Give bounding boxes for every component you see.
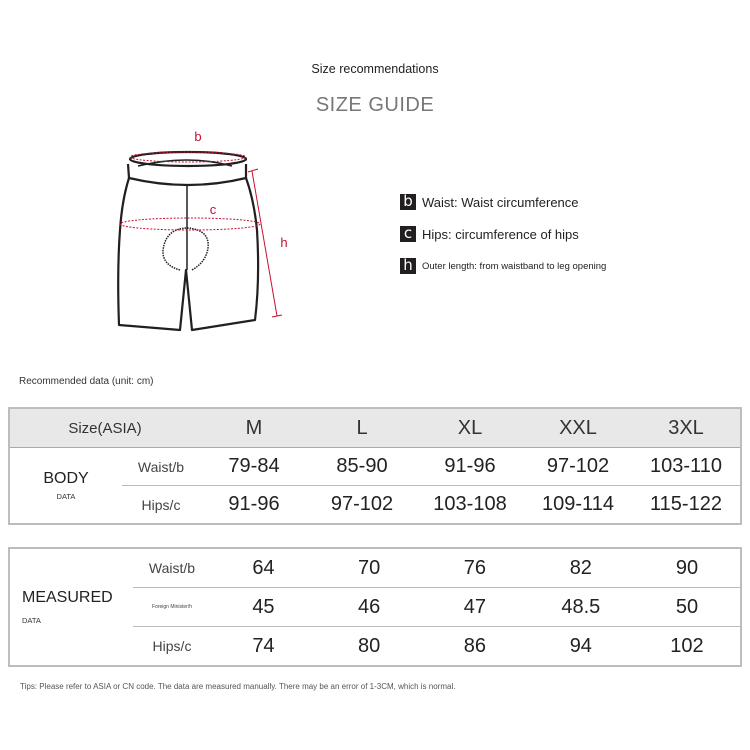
badge-b-icon: b [400, 194, 416, 210]
legend-text: Hips: circumference of hips [422, 226, 579, 242]
group-subtitle: DATA [22, 615, 41, 625]
table-cell: 76 [422, 548, 528, 588]
table-cell: 94 [569, 634, 592, 657]
table-cell: 86 [463, 634, 486, 657]
table-cell: 50 [634, 588, 741, 627]
table-cell: 74 [252, 634, 275, 657]
table-row [9, 548, 741, 588]
table-cell: 91-96 [228, 493, 280, 515]
chamois-pad-outline [163, 228, 208, 270]
row-label: Waist/b [122, 448, 200, 486]
size-header: 3XL [632, 408, 741, 448]
table-cell: 109-114 [542, 493, 614, 515]
legend-item-hips [400, 224, 606, 244]
page-subtitle: Size recommendations [311, 62, 439, 76]
row-label: Waist/b [133, 548, 210, 588]
table-cell: 103-108 [433, 493, 507, 515]
page-title: SIZE GUIDE [315, 94, 435, 116]
badge-h-icon: h [400, 258, 416, 274]
size-header: XL [416, 408, 524, 448]
legend-text: Outer length: from waistband to leg opening [422, 260, 607, 272]
table-cell: 115-122 [650, 493, 722, 515]
table-cell: 70 [316, 548, 422, 588]
table-cell: 46 [316, 588, 422, 627]
table-cell: 103-110 [632, 448, 741, 486]
shorts-diagram [100, 120, 320, 340]
table-cell: 85-90 [308, 448, 416, 486]
measurement-legend [400, 192, 606, 288]
body-size-table [8, 407, 742, 525]
table-cell: 48.5 [528, 588, 634, 627]
table-cell: 64 [211, 548, 317, 588]
group-title: BODY [43, 469, 89, 487]
recommended-data-label: Recommended data (unit: cm) [19, 376, 154, 387]
size-header-label: Size(ASIA) [9, 408, 200, 448]
table-cell: 79-84 [200, 448, 308, 486]
body-group-label [9, 448, 122, 525]
length-measure-line [252, 171, 277, 316]
table-cell: 47 [422, 588, 528, 627]
row-label: Hips/c [141, 496, 181, 513]
shorts-body-outline [118, 178, 258, 330]
group-title: MEASURED [22, 589, 113, 607]
legend-item-length [400, 256, 606, 276]
marker-b: b [194, 129, 202, 144]
table-cell: 90 [634, 548, 741, 588]
row-label: Hips/c [152, 638, 192, 654]
legend-item-waist [400, 192, 606, 212]
row-label: Foreign Minister/h [133, 588, 210, 627]
measured-group-label [9, 548, 133, 666]
measured-size-table [8, 547, 742, 667]
waistband-lower-outline [128, 164, 246, 185]
table-header-row [9, 408, 741, 448]
table-cell: 97-102 [330, 493, 394, 515]
group-subtitle: DATA [56, 492, 76, 502]
table-cell: 82 [528, 548, 634, 588]
table-cell: 80 [358, 634, 381, 657]
marker-h: h [280, 235, 288, 250]
size-header: XXL [524, 408, 632, 448]
size-header: M [200, 408, 308, 448]
marker-c: c [209, 202, 217, 217]
table-cell: 97-102 [524, 448, 632, 486]
badge-c-icon: c [400, 226, 416, 242]
table-cell: 45 [211, 588, 317, 627]
hips-measure-line [120, 218, 260, 230]
table-cell: 102 [670, 634, 704, 657]
table-cell: 91-96 [416, 448, 524, 486]
legend-text: Waist: Waist circumference [422, 194, 579, 210]
tips-note: Tips: Please refer to ASIA or CN code. The data are measured manually. There may be an error of 1-3CM, which is normal. [20, 682, 456, 691]
table-row [9, 448, 741, 486]
size-header: L [308, 408, 416, 448]
